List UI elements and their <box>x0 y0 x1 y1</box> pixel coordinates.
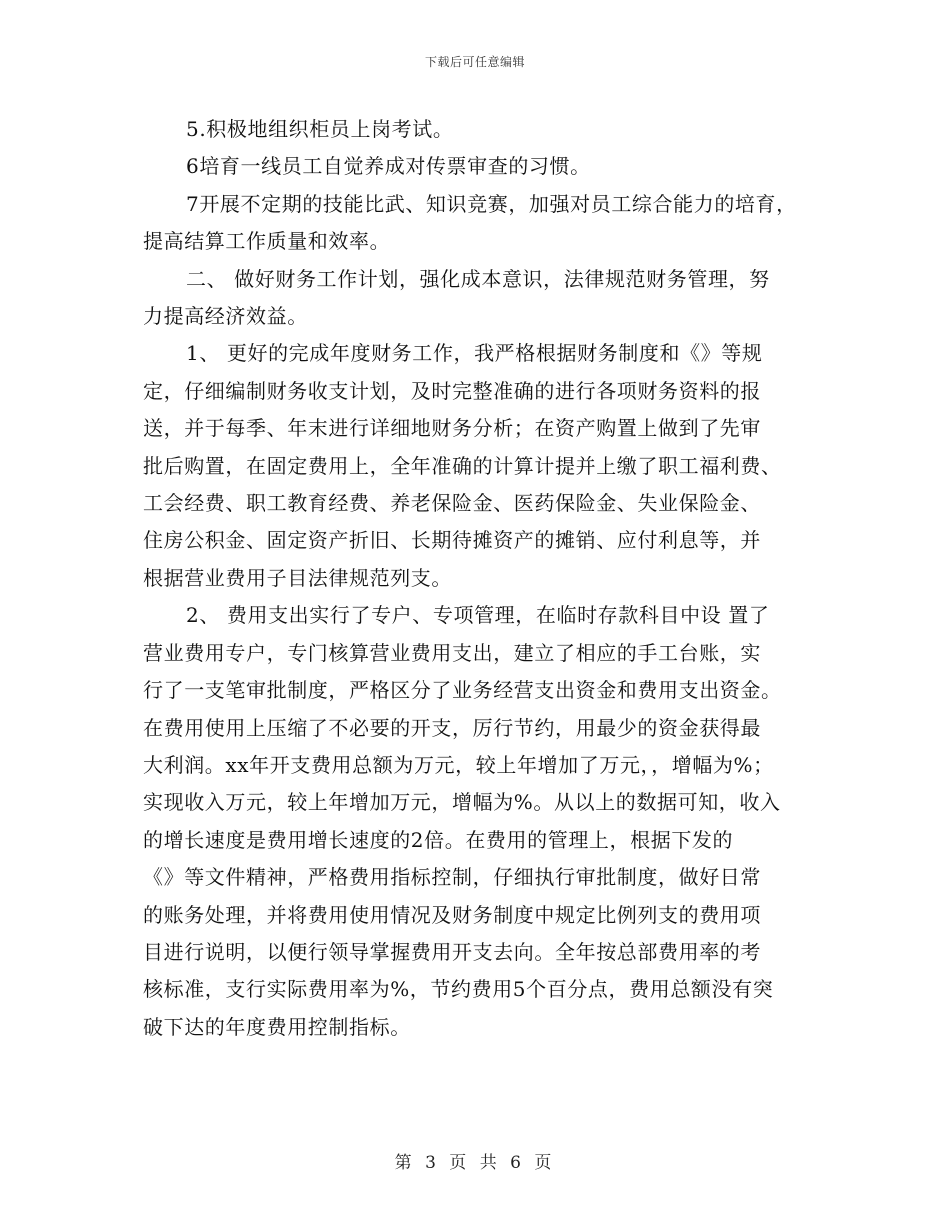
text-line: 2、 费用支出实行了专户、专项管理，在临时存款科目中设 置了 <box>186 603 770 628</box>
text-line: 目进行说明，以便行领导掌握费用开支去向。全年按总部费用率的考 <box>143 939 761 964</box>
paragraph-point-2 <box>143 597 823 1046</box>
document-body <box>143 111 823 1046</box>
text-line: 在费用使用上压缩了不必要的开支，厉行节约，用最少的资金获得最 <box>143 715 761 740</box>
text-line: 6培育一线员工自觉养成对传票审查的习惯。 <box>186 154 591 179</box>
paragraph-item-6 <box>143 148 823 185</box>
text-line: 送，并于每季、年末进行详细地财务分析；在资产购置上做到了先审 <box>143 416 761 441</box>
text-line: 破下达的年度费用控制指标。 <box>143 1014 411 1039</box>
text-line: 的增长速度是费用增长速度的2倍。在费用的管理上，根据下发的 <box>143 827 734 852</box>
paragraph-item-5 <box>143 111 823 148</box>
page-header: 下载后可任意编辑 <box>424 55 525 69</box>
text-line: 《》等文件精神，严格费用指标控制，仔细执行审批制度，做好日常 <box>143 865 761 890</box>
text-line: 二、 做好财务工作计划，强化成本意识，法律规范财务管理，努 <box>186 266 770 291</box>
text-line: 批后购置，在固定费用上，全年准确的计算计提并上缴了职工福利费、 <box>143 453 782 478</box>
text-line: 5.积极地组织柜员上岗考试。 <box>186 117 454 141</box>
text-line: 住房公积金、固定资产折旧、长期待摊资产的摊销、应付利息等，并 <box>143 528 761 553</box>
text-line: 的账务处理，并将费用使用情况及财务制度中规定比例列支的费用项 <box>143 902 761 927</box>
text-line: 1、 更好的完成年度财务工作，我严格根据财务制度和《》等规 <box>186 341 763 366</box>
text-line: 核标准，支行实际费用率为%，节约费用5个百分点，费用总额没有突 <box>143 977 774 1002</box>
section-heading-2 <box>143 261 823 336</box>
text-line: 根据营业费用子目法律规范列支。 <box>143 565 452 590</box>
text-line: 力提高经济效益。 <box>143 304 308 329</box>
paragraph-point-1 <box>143 335 823 597</box>
text-line: 行了一支笔审批制度，严格区分了业务经营支出资金和费用支出资金。 <box>143 678 782 703</box>
text-line: 工会经费、职工教育经费、养老保险金、医药保险金、失业保险金、 <box>143 491 761 516</box>
text-line: 实现收入万元，较上年增加万元，增幅为%。从以上的数据可知，收入 <box>143 790 781 815</box>
text-line: 定，仔细编制财务收支计划，及时完整准确的进行各项财务资料的报 <box>143 378 761 403</box>
text-line: 营业费用专户，专门核算营业费用支出，建立了相应的手工台账，实 <box>143 640 761 665</box>
page-number-footer: 第 3 页 共 6 页 <box>394 1153 556 1173</box>
text-line: 提高结算工作质量和效率。 <box>143 229 391 254</box>
text-line: 大利润。xx年开支费用总额为万元，较上年增加了万元，，增幅为%； <box>143 752 774 777</box>
paragraph-item-7 <box>143 186 823 261</box>
text-line: 7开展不定期的技能比武、知识竞赛，加强对员工综合能力的培育， <box>186 191 797 216</box>
